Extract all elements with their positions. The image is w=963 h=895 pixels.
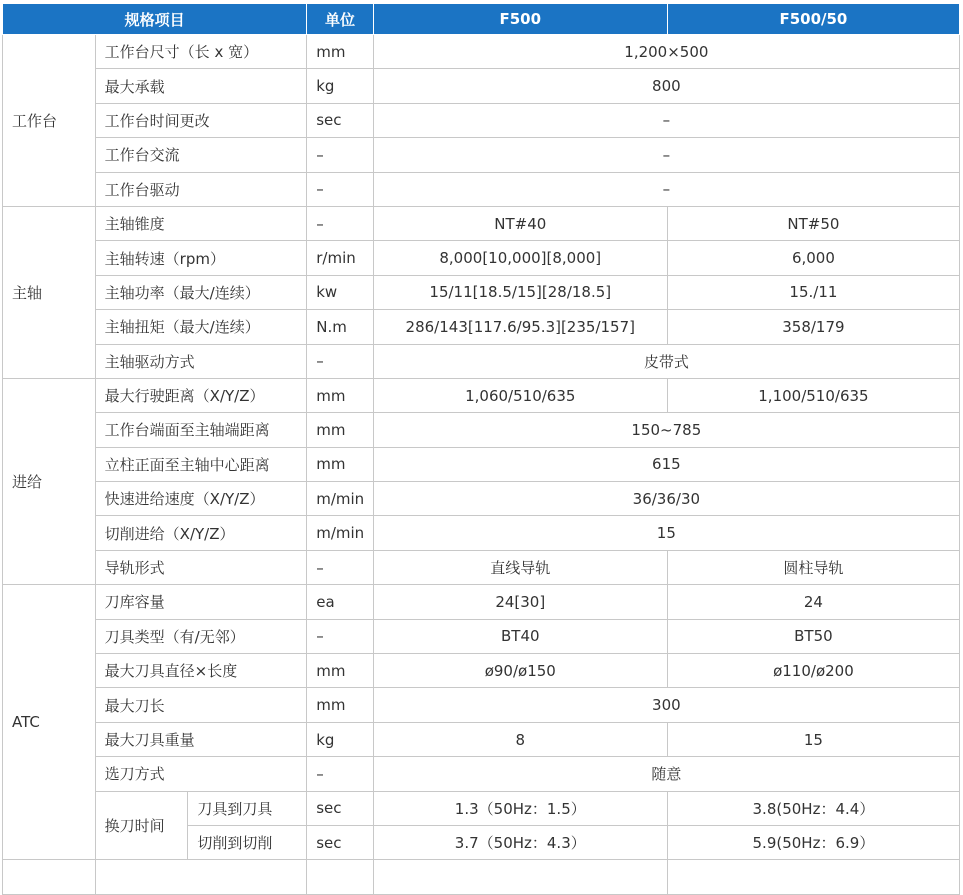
row-value-f500: 1,060/510/635 [373, 378, 667, 412]
table-row [3, 688, 960, 722]
row-item: 导轨形式 [95, 550, 307, 584]
row-item: 刀具到刀具 [188, 791, 307, 825]
row-item: 工作台时间更改 [95, 103, 307, 137]
row-unit: – [307, 172, 373, 206]
row-item: 工作台驱动 [95, 172, 307, 206]
category-workbench: 工作台 [3, 35, 96, 207]
row-item: 切削进给（X/Y/Z） [95, 516, 307, 550]
table-row [3, 413, 960, 447]
row-value-f500: 直线导轨 [373, 550, 667, 584]
category-feed: 进给 [3, 378, 96, 584]
row-item: 选刀方式 [95, 757, 307, 791]
row-item: 刀具类型（有/无邻） [95, 619, 307, 653]
table-row [3, 791, 960, 825]
row-item: 最大刀具重量 [95, 722, 307, 756]
row-item: 刀库容量 [95, 585, 307, 619]
row-unit: mm [307, 447, 373, 481]
row-item: 主轴锥度 [95, 206, 307, 240]
header-item: 规格项目 [3, 4, 307, 35]
row-value-f500-50: 5.9(50Hz：6.9） [667, 825, 959, 859]
header-f500: F500 [373, 4, 667, 35]
row-value: 615 [373, 447, 959, 481]
row-item: 主轴转速（rpm） [95, 241, 307, 275]
row-value: 800 [373, 69, 959, 103]
row-value-f500: BT40 [373, 619, 667, 653]
row-unit: sec [307, 103, 373, 137]
row-value-f500: 15/11[18.5/15][28/18.5] [373, 275, 667, 309]
row-value-f500: 24[30] [373, 585, 667, 619]
row-unit: mm [307, 413, 373, 447]
table-row [3, 447, 960, 481]
row-value-f500-50: 15 [667, 722, 959, 756]
row-value: 随意 [373, 757, 959, 791]
row-item: 最大行驶距离（X/Y/Z） [95, 378, 307, 412]
header-unit: 单位 [307, 4, 373, 35]
row-value-f500-50: 6,000 [667, 241, 959, 275]
table-row [3, 516, 960, 550]
table-row [3, 310, 960, 344]
category-spindle: 主轴 [3, 206, 96, 378]
tool-change-time-label: 换刀时间 [95, 791, 188, 860]
row-value-f500: NT#40 [373, 206, 667, 240]
row-value-f500-50: 15./11 [667, 275, 959, 309]
table-row [3, 138, 960, 172]
row-unit: – [307, 344, 373, 378]
table-row [3, 550, 960, 584]
row-value: 300 [373, 688, 959, 722]
table-row [3, 722, 960, 756]
row-value-f500-50: 24 [667, 585, 959, 619]
spec-table [2, 3, 960, 895]
table-row [3, 241, 960, 275]
row-item: 快速进给速度（X/Y/Z） [95, 482, 307, 516]
row-item: 主轴驱动方式 [95, 344, 307, 378]
row-value-f500-50: 圆柱导轨 [667, 550, 959, 584]
row-unit: kw [307, 275, 373, 309]
row-value-f500: 8,000[10,000][8,000] [373, 241, 667, 275]
row-value: – [373, 103, 959, 137]
table-row [3, 378, 960, 412]
row-item: 主轴扭矩（最大/连续） [95, 310, 307, 344]
row-value-f500: ø90/ø150 [373, 654, 667, 688]
row-item: 立柱正面至主轴中心距离 [95, 447, 307, 481]
table-row [3, 69, 960, 103]
row-value: – [373, 172, 959, 206]
row-value-f500-50: NT#50 [667, 206, 959, 240]
row-value-f500: 1.3（50Hz：1.5） [373, 791, 667, 825]
row-unit: ea [307, 585, 373, 619]
category-atc: ATC [3, 585, 96, 860]
row-value-f500: 3.7（50Hz：4.3） [373, 825, 667, 859]
row-value: 150~785 [373, 413, 959, 447]
row-value: – [373, 138, 959, 172]
row-unit: mm [307, 378, 373, 412]
row-unit: N.m [307, 310, 373, 344]
row-unit: – [307, 138, 373, 172]
table-row [3, 585, 960, 619]
row-value-f500-50: 3.8(50Hz：4.4） [667, 791, 959, 825]
row-value-f500-50: BT50 [667, 619, 959, 653]
row-item: 工作台尺寸（长 x 宽） [95, 35, 307, 69]
table-row [3, 206, 960, 240]
row-item: 切削到切削 [188, 825, 307, 859]
table-row [3, 482, 960, 516]
row-unit: kg [307, 69, 373, 103]
row-value-f500: 8 [373, 722, 667, 756]
row-unit: – [307, 757, 373, 791]
table-row [3, 172, 960, 206]
row-unit: r/min [307, 241, 373, 275]
row-unit: kg [307, 722, 373, 756]
table-row-partial [3, 860, 960, 894]
row-unit: mm [307, 35, 373, 69]
row-value-f500-50: 358/179 [667, 310, 959, 344]
row-item: 工作台端面至主轴端距离 [95, 413, 307, 447]
row-unit: – [307, 206, 373, 240]
table-row [3, 757, 960, 791]
row-unit: sec [307, 791, 373, 825]
row-value: 1,200×500 [373, 35, 959, 69]
row-item: 主轴功率（最大/连续） [95, 275, 307, 309]
row-value-f500-50: ø110/ø200 [667, 654, 959, 688]
row-unit: m/min [307, 516, 373, 550]
table-row [3, 619, 960, 653]
row-value: 15 [373, 516, 959, 550]
table-row [3, 275, 960, 309]
row-unit: mm [307, 688, 373, 722]
row-item: 工作台交流 [95, 138, 307, 172]
table-row [3, 103, 960, 137]
header-row [3, 4, 960, 35]
row-unit: m/min [307, 482, 373, 516]
row-value: 皮带式 [373, 344, 959, 378]
table-row [3, 35, 960, 69]
header-f500-50: F500/50 [667, 4, 959, 35]
row-unit: sec [307, 825, 373, 859]
row-item: 最大承载 [95, 69, 307, 103]
row-unit: – [307, 619, 373, 653]
row-item: 最大刀长 [95, 688, 307, 722]
row-item: 最大刀具直径×长度 [95, 654, 307, 688]
table-row [3, 654, 960, 688]
row-unit: – [307, 550, 373, 584]
row-value: 36/36/30 [373, 482, 959, 516]
row-value-f500: 286/143[117.6/95.3][235/157] [373, 310, 667, 344]
table-row [3, 344, 960, 378]
row-value-f500-50: 1,100/510/635 [667, 378, 959, 412]
row-unit: mm [307, 654, 373, 688]
